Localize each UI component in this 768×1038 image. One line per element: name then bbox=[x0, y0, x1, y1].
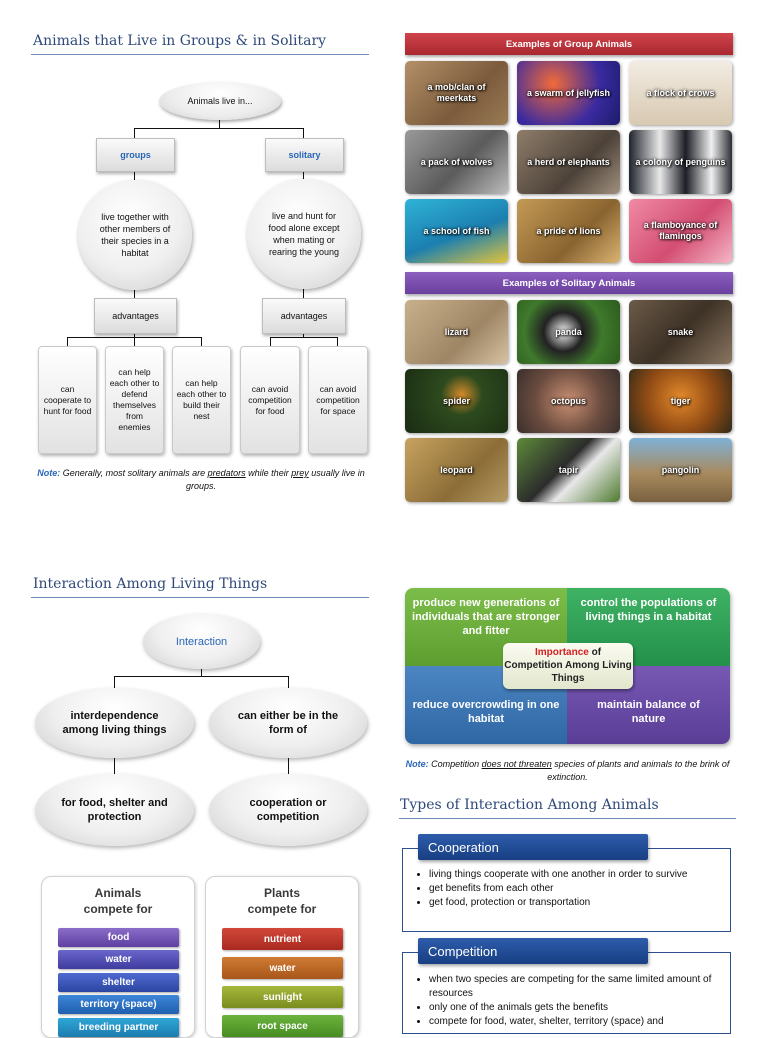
animals-compete-title: Animals compete for bbox=[83, 886, 153, 916]
photo-octopus bbox=[517, 369, 620, 433]
cooperation-point: • living things cooperate with one another in order to survive bbox=[429, 868, 729, 882]
photo-label: lizard bbox=[444, 326, 469, 337]
note-label: Note: bbox=[405, 759, 429, 769]
importance-q1: produce new generations of individuals that are stronger and fitter bbox=[405, 588, 567, 666]
importance-q4: maintain balance of nature bbox=[567, 666, 730, 744]
connector bbox=[114, 758, 115, 774]
plants-compete-title: Plants compete for bbox=[247, 886, 317, 916]
photo-label: a pride of lions bbox=[536, 225, 601, 236]
solitary-advantage-card: can avoid competition for space bbox=[308, 346, 368, 454]
photo-crows bbox=[629, 61, 732, 125]
importance-q3: reduce overcrowding in one habitat bbox=[405, 666, 567, 744]
cooperation-box bbox=[402, 848, 731, 932]
predators-note bbox=[33, 467, 369, 493]
connector bbox=[114, 676, 289, 677]
importance-center-red: Importance bbox=[534, 647, 589, 658]
photo-jellyfish bbox=[517, 61, 620, 125]
cooperation-competition-node: cooperation or competition bbox=[209, 774, 367, 846]
connector bbox=[337, 337, 338, 346]
photo-label: snake bbox=[667, 326, 694, 337]
photo-label: octopus bbox=[551, 395, 586, 406]
group-animals-banner: Examples of Group Animals bbox=[405, 33, 733, 55]
photo-label: a colony of penguins bbox=[635, 156, 726, 167]
plant-compete-item: sunlight bbox=[222, 986, 343, 1008]
note-prey: prey bbox=[291, 468, 309, 478]
animal-compete-item: territory (space) bbox=[58, 995, 179, 1014]
root-node: Animals live in... bbox=[159, 82, 281, 120]
section-title-groups-solitary: Animals that Live in Groups & in Solitary bbox=[33, 33, 327, 49]
connector bbox=[270, 337, 271, 346]
photo-spider bbox=[405, 369, 508, 433]
cooperation-list bbox=[415, 868, 729, 910]
section-title-types: Types of Interaction Among Animals bbox=[400, 797, 659, 813]
note-text: while their bbox=[245, 468, 292, 478]
photo-tiger bbox=[629, 369, 732, 433]
photo-label: a mob/clan of meerkats bbox=[427, 82, 486, 103]
solitary-node: solitary bbox=[265, 138, 344, 172]
plant-compete-item: nutrient bbox=[222, 928, 343, 950]
connector bbox=[288, 758, 289, 774]
photo-label: tiger bbox=[670, 395, 691, 406]
connector bbox=[201, 337, 202, 346]
interdependence-node: interdependence among living things bbox=[35, 688, 194, 758]
connector bbox=[134, 337, 135, 346]
photo-fish bbox=[405, 199, 508, 263]
competition-list bbox=[415, 973, 729, 1029]
competition-note bbox=[405, 758, 730, 784]
photo-tapir bbox=[517, 438, 620, 502]
competition-point: • only one of the animals gets the benefits bbox=[429, 1001, 729, 1015]
animal-compete-item: food bbox=[58, 928, 179, 947]
cooperation-point: • get benefits from each other bbox=[429, 882, 729, 896]
photo-label: tapir bbox=[558, 464, 579, 475]
animals-compete-panel bbox=[41, 876, 195, 1038]
photo-label: a herd of elephants bbox=[527, 156, 610, 167]
connector bbox=[303, 288, 304, 298]
photo-snake bbox=[629, 300, 732, 364]
photo-label: pangolin bbox=[661, 464, 700, 475]
competition-point: • compete for food, water, shelter, territory (space) and bbox=[429, 1015, 729, 1029]
connector bbox=[288, 676, 289, 688]
note-label: Note: bbox=[37, 468, 61, 478]
photo-label: a swarm of jellyfish bbox=[526, 87, 611, 98]
food-shelter-node: for food, shelter and protection bbox=[35, 774, 194, 846]
cooperation-point: • get food, protection or transportation bbox=[429, 896, 729, 910]
importance-q2: control the populations of living things in a habitat bbox=[567, 588, 730, 666]
animal-compete-item: breeding partner bbox=[58, 1018, 179, 1037]
plants-compete-panel bbox=[205, 876, 359, 1038]
groups-advantages-node: advantages bbox=[94, 298, 177, 334]
title-rule bbox=[399, 818, 736, 819]
connector bbox=[134, 128, 135, 138]
connector bbox=[67, 337, 68, 346]
photo-lions bbox=[517, 199, 620, 263]
note-text: Competition bbox=[428, 759, 482, 769]
solitary-advantage-card: can avoid competition for food bbox=[240, 346, 300, 454]
photo-leopard bbox=[405, 438, 508, 502]
plant-compete-item: root space bbox=[222, 1015, 343, 1037]
connector bbox=[270, 337, 338, 338]
photo-pangolin bbox=[629, 438, 732, 502]
photo-elephants bbox=[517, 130, 620, 194]
note-underline: does not threaten bbox=[481, 759, 552, 769]
photo-label: a pack of wolves bbox=[420, 156, 493, 167]
importance-center-text: Competition Among Living Things bbox=[504, 660, 632, 684]
photo-meerkats bbox=[405, 61, 508, 125]
note-text: Generally, most solitary animals are bbox=[60, 468, 208, 478]
form-node: can either be in the form of bbox=[209, 688, 367, 758]
plant-compete-item: water bbox=[222, 957, 343, 979]
competition-point: • when two species are competing for the same limited amount of resources bbox=[429, 973, 729, 1001]
importance-center bbox=[503, 643, 633, 689]
photo-flamingos bbox=[629, 199, 732, 263]
section-title-interaction: Interaction Among Living Things bbox=[33, 576, 268, 592]
solitary-advantages-node: advantages bbox=[262, 298, 346, 334]
photo-label: a flock of crows bbox=[646, 87, 715, 98]
groups-description: live together with other members of their species in a habitat bbox=[78, 180, 192, 290]
group-advantage-card: can help each other to defend themselves from enemies bbox=[105, 346, 164, 454]
competition-box bbox=[402, 952, 731, 1034]
importance-center-of: of bbox=[588, 647, 602, 658]
group-advantage-card: can help each other to build their nest bbox=[172, 346, 231, 454]
animal-compete-item: shelter bbox=[58, 973, 179, 992]
competition-tab: Competition bbox=[418, 938, 648, 964]
connector bbox=[303, 128, 304, 138]
interaction-root: Interaction bbox=[143, 614, 260, 669]
group-advantage-card: can cooperate to hunt for food bbox=[38, 346, 97, 454]
note-text: species of plants and animals to the brink of extinction. bbox=[547, 759, 730, 782]
photo-penguins bbox=[629, 130, 732, 194]
photo-label: leopard bbox=[440, 464, 473, 475]
cooperation-tab: Cooperation bbox=[418, 834, 648, 860]
photo-wolves bbox=[405, 130, 508, 194]
photo-label: spider bbox=[442, 395, 470, 406]
note-predators: predators bbox=[207, 468, 246, 478]
connector bbox=[114, 676, 115, 688]
photo-label: a flamboyance of flamingos bbox=[643, 220, 718, 241]
solitary-animals-banner: Examples of Solitary Animals bbox=[405, 272, 733, 294]
note-text: usually live in groups. bbox=[185, 468, 365, 491]
title-rule bbox=[31, 597, 369, 598]
connector bbox=[134, 128, 304, 129]
solitary-description: live and hunt for food alone except when mating or rearing the young bbox=[247, 179, 361, 289]
groups-node: groups bbox=[96, 138, 175, 172]
photo-label: a school of fish bbox=[423, 225, 490, 236]
photo-lizard bbox=[405, 300, 508, 364]
animal-compete-item: water bbox=[58, 950, 179, 969]
photo-label: panda bbox=[555, 326, 582, 337]
title-rule bbox=[31, 54, 369, 55]
photo-panda bbox=[517, 300, 620, 364]
